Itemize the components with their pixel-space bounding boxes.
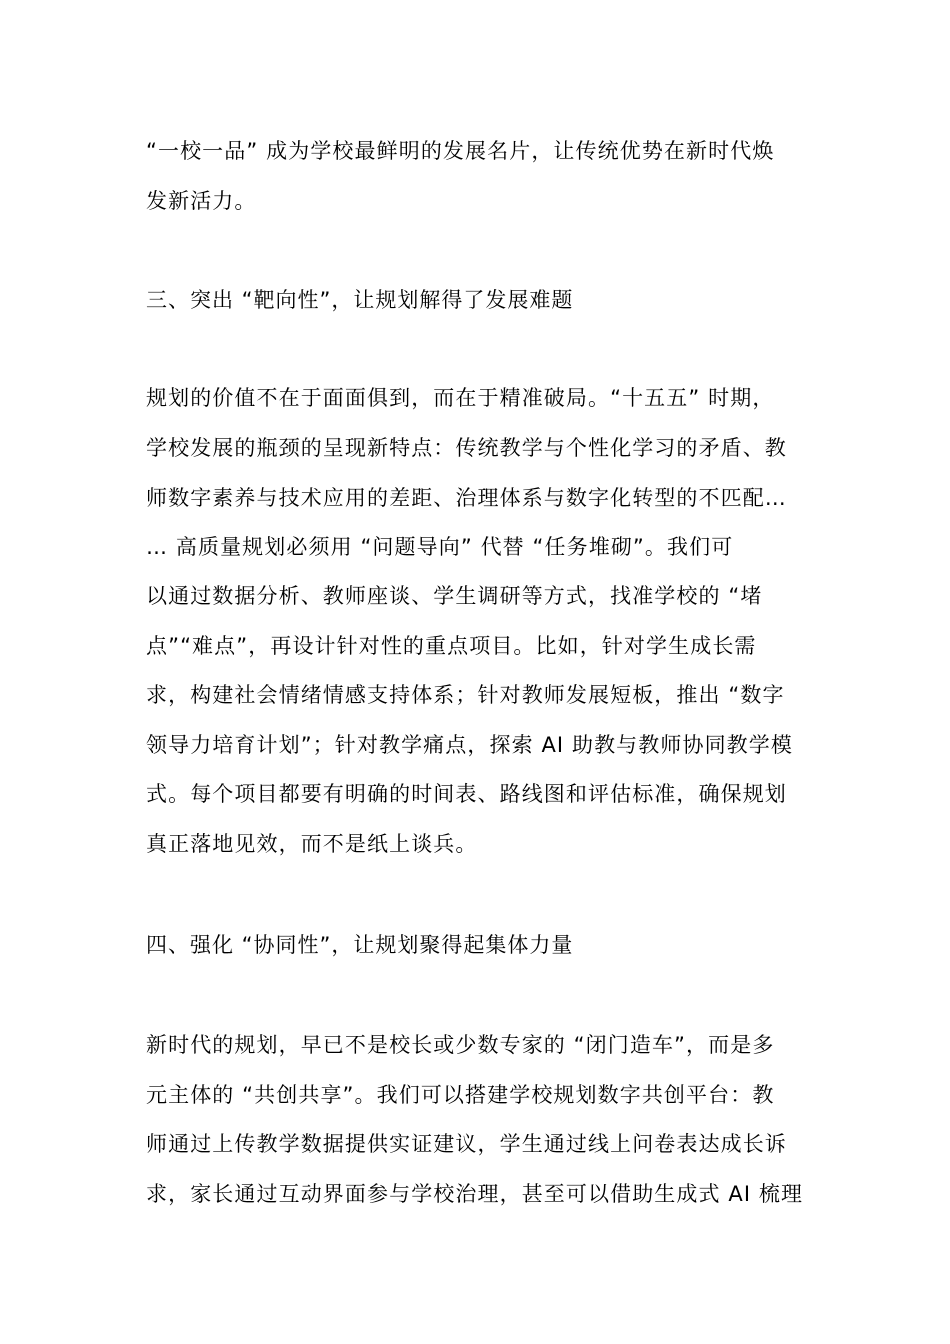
paragraph-2-line-6: 点”“难点”，再设计针对性的重点项目。比如，针对学生成长需 xyxy=(146,634,757,658)
paragraph-2-line-7: 求，构建社会情绪情感支持体系；针对教师发展短板，推出 “数字 xyxy=(146,683,785,707)
paragraph-3-line-3: 师通过上传教学数据提供实证建议，学生通过线上问卷表达成长诉 xyxy=(146,1132,787,1156)
paragraph-2-line-5: 以通过数据分析、教师座谈、学生调研等方式，找准学校的 “堵 xyxy=(146,584,763,608)
paragraph-3-line-2: 元主体的 “共创共享”。我们可以搭建学校规划数字共创平台：教 xyxy=(146,1083,775,1107)
paragraph-3-line-1: 新时代的规划，早已不是校长或少数专家的 “闭门造车”，而是多 xyxy=(146,1033,775,1057)
paragraph-2-line-8: 领导力培育计划”；针对教学痛点，探索 AI 助教与教师协同教学模 xyxy=(146,733,793,757)
paragraph-2-line-1: 规划的价值不在于面面俱到，而在于精准破局。“十五五” 时期， xyxy=(146,386,775,410)
paragraph-3-line-4: 求，家长通过互动界面参与学校治理，甚至可以借助生成式 AI 梳理 xyxy=(146,1182,804,1206)
paragraph-1-line-1: “一校一品” 成为学校最鲜明的发展名片，让传统优势在新时代焕 xyxy=(146,139,775,163)
paragraph-2-line-3: 师数字素养与技术应用的差距、治理体系与数字化转型的不匹配… xyxy=(146,486,787,510)
section-heading-3: 三、突出 “靶向性”，让规划解得了发展难题 xyxy=(146,288,574,312)
paragraph-2-line-2: 学校发展的瓶颈的呈现新特点：传统教学与个性化学习的矛盾、教 xyxy=(146,436,787,460)
paragraph-2-line-9: 式。每个项目都要有明确的时间表、路线图和评估标准，确保规划 xyxy=(146,782,787,806)
paragraph-2-line-10: 真正落地见效，而不是纸上谈兵。 xyxy=(146,832,478,856)
section-heading-4: 四、强化 “协同性”，让规划聚得起集体力量 xyxy=(146,933,574,957)
paragraph-1-line-2: 发新活力。 xyxy=(146,189,257,213)
paragraph-2-line-4: … 高质量规划必须用 “问题导向” 代替 “任务堆砌”。我们可 xyxy=(146,535,734,559)
